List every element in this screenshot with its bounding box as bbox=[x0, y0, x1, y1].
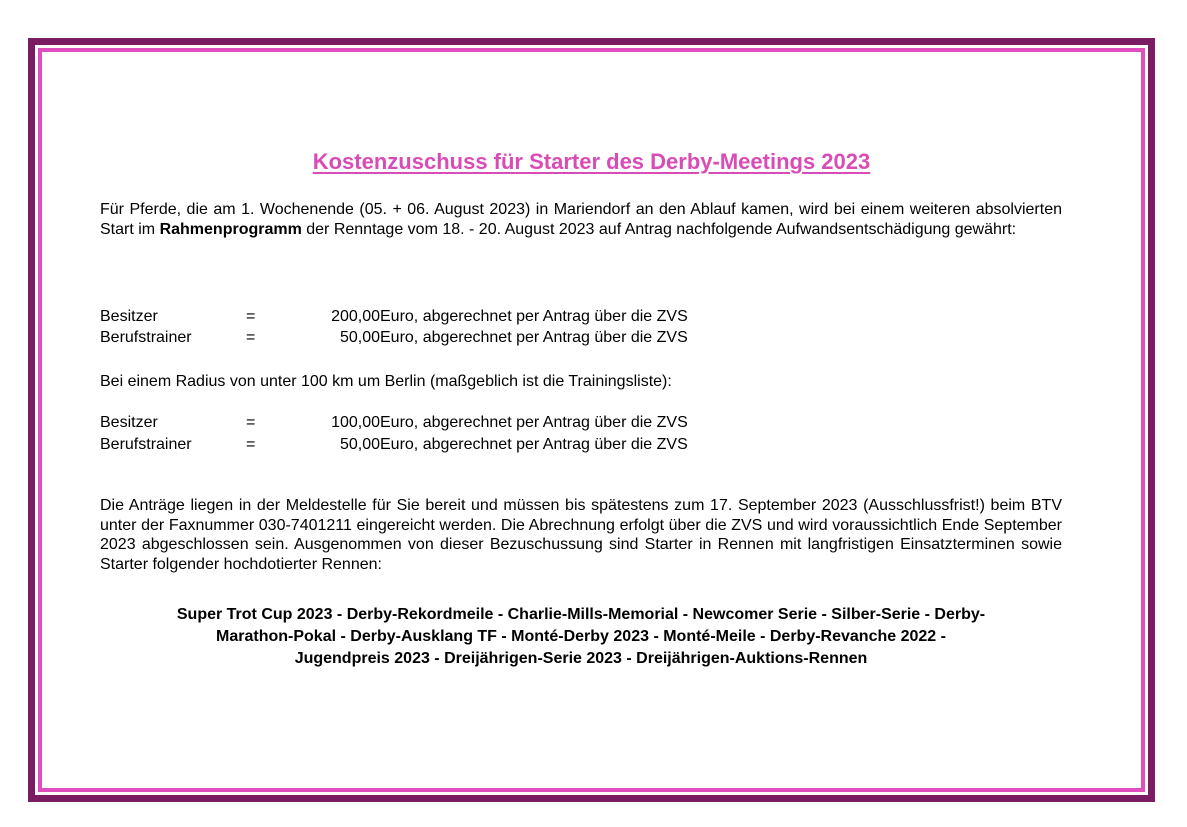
table2-row-owner-role: Besitzer bbox=[100, 414, 158, 431]
table2-row-trainer-eq: = bbox=[246, 436, 256, 453]
table1-row-owner-desc: Euro, abgerechnet per Antrag über die ZVS bbox=[380, 308, 688, 325]
excluded-races-line: Jugendpreis 2023 - Dreijährigen-Serie 2023 - Dreijährigen-Auktions-Rennen bbox=[294, 650, 868, 667]
table2-row-trainer-desc: Euro, abgerechnet per Antrag über die ZVS bbox=[380, 436, 688, 453]
table2-row-owner-desc: Euro, abgerechnet per Antrag über die ZVS bbox=[380, 414, 688, 431]
table1-row-trainer-eq: = bbox=[246, 329, 256, 346]
table1-row-owner-eq: = bbox=[246, 308, 256, 325]
intro-text-bold: Rahmenprogramm bbox=[159, 220, 302, 238]
page-frame-inner bbox=[38, 48, 1145, 792]
table1-row-owner-amount: 200,00 bbox=[331, 308, 380, 325]
intro-text-before: Für Pferde, die am 1. Wochenende (05. + 06. August 2023) in Mariendorf an den Ablauf kamen, wird bei einem weiteren absolvierten Start im bbox=[100, 201, 1062, 238]
intro-paragraph bbox=[100, 200, 1062, 239]
table1-row-trainer-desc: Euro, abgerechnet per Antrag über die ZVS bbox=[380, 329, 688, 346]
excluded-races-list bbox=[100, 604, 1062, 670]
table1-row-trainer-amount: 50,00 bbox=[339, 329, 380, 346]
table1-row-trainer-role: Berufstrainer bbox=[100, 329, 192, 346]
excluded-races-line: Super Trot Cup 2023 - Derby-Rekordmeile - Charlie-Mills-Memorial - Newcomer Serie - Silber-Serie - Derby- bbox=[176, 606, 986, 623]
excluded-races-line: Marathon-Pokal - Derby-Ausklang TF - Monté-Derby 2023 - Monté-Meile - Derby-Revanche 2022 - bbox=[216, 628, 946, 645]
table1-row-owner-role: Besitzer bbox=[100, 308, 158, 325]
application-paragraph: Die Anträge liegen in der Meldestelle für Sie bereit und müssen bis spätestens zum 17. September 2023 (Ausschlussfrist!) beim BTV unter der Faxnummer 030-7401211 eingereicht werden. Die Abrechnung erfolgt über die ZVS und wird voraussichtlich Ende September 2023 abgeschlossen sein. Ausgenommen von dieser Bezuschussung sind Starter in Rennen mit langfristigen Einsatzterminen sowie Starter folgender hochdotierter Rennen: bbox=[100, 497, 1062, 573]
table2-row-owner-eq: = bbox=[246, 414, 256, 431]
page-frame-outer bbox=[28, 38, 1155, 802]
intro-text-after: der Renntage vom 18. - 20. August 2023 auf Antrag nachfolgende Aufwandsentschädigung gewährt: bbox=[301, 220, 1017, 238]
table2-row-trainer-amount: 50,00 bbox=[339, 436, 380, 453]
radius-paragraph: Bei einem Radius von unter 100 km um Berlin (maßgeblich ist die Trainingsliste): bbox=[100, 373, 672, 390]
table2-row-trainer-role: Berufstrainer bbox=[100, 436, 192, 453]
document-title: Kostenzuschuss für Starter des Derby-Meetings 2023 bbox=[312, 149, 871, 174]
table2-row-owner-amount: 100,00 bbox=[331, 414, 380, 431]
